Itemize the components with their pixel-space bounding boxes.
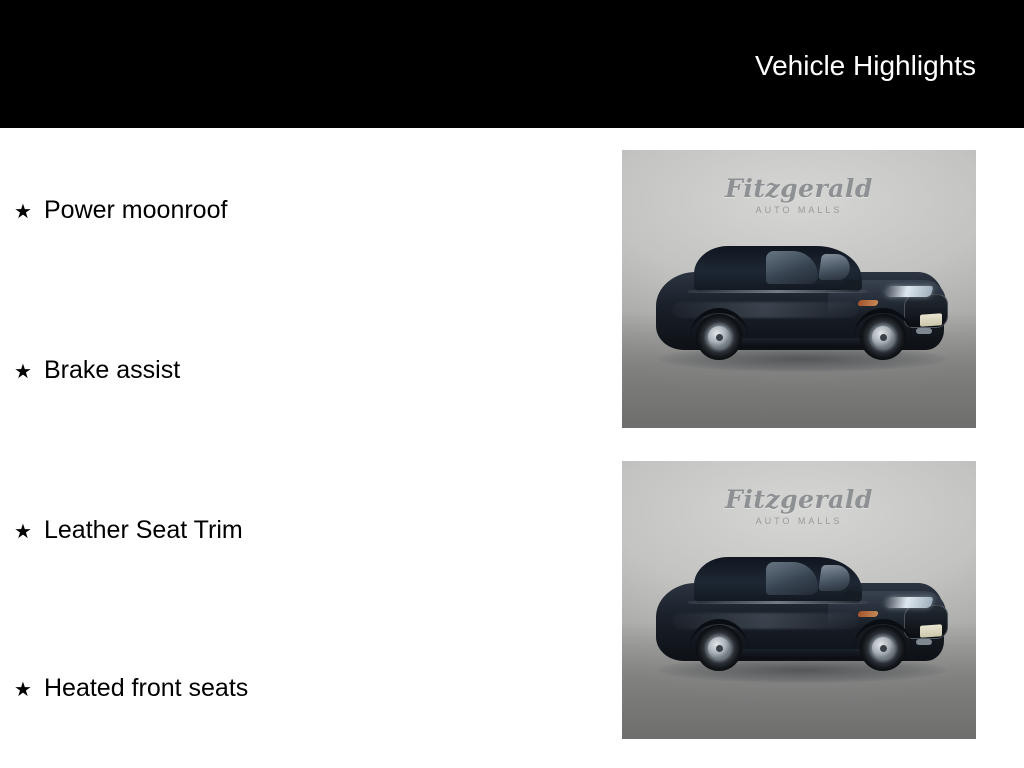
wheel-hub [708, 637, 730, 659]
star-bullet-icon: ★ [14, 521, 32, 543]
list-item-label: Power moonroof [44, 196, 228, 224]
vehicle-front-wheel [860, 314, 906, 360]
page-title: Vehicle Highlights [754, 50, 976, 81]
vehicle-rocker-panel [734, 649, 864, 659]
vehicle-side-mirror [844, 591, 862, 600]
vehicle-rear-wheel [696, 625, 742, 671]
vehicle-headlight [885, 286, 934, 297]
wheel-hub [872, 326, 894, 348]
star-bullet-icon: ★ [14, 361, 32, 383]
vehicle-photo [622, 461, 976, 739]
vehicle-illustration [648, 228, 952, 378]
vehicle-beltline [688, 601, 868, 604]
list-item-label: Heated front seats [44, 674, 249, 702]
list-item [14, 356, 180, 384]
vehicle-headlight [885, 597, 934, 608]
list-item [14, 674, 248, 702]
vehicle-rear-window [708, 252, 762, 284]
wheel-hub [708, 326, 730, 348]
vehicle-front-wheel [860, 625, 906, 671]
vehicle-license-plate [920, 624, 942, 638]
vehicle-side-marker-light [857, 611, 879, 617]
star-bullet-icon: ★ [14, 679, 32, 701]
vehicle-fog-light [916, 639, 932, 645]
star-bullet-icon: ★ [14, 201, 32, 223]
vehicle-fog-light [916, 328, 932, 334]
vehicle-license-plate [920, 313, 942, 327]
vehicle-highlights-list [0, 128, 600, 768]
vehicle-side-mirror [844, 280, 862, 289]
vehicle-photo [622, 150, 976, 428]
vehicle-rear-wheel [696, 314, 742, 360]
dealer-watermark-name: Fitzgerald [725, 485, 873, 514]
vehicle-illustration [648, 539, 952, 689]
wheel-hub [872, 637, 894, 659]
vehicle-rocker-panel [734, 338, 864, 348]
dealer-watermark-tagline: AUTO MALLS [755, 516, 843, 526]
vehicle-side-marker-light [857, 300, 879, 306]
list-item-label: Brake assist [44, 356, 181, 384]
dealer-watermark-tagline: AUTO MALLS [755, 205, 843, 215]
vehicle-beltline [688, 290, 868, 293]
dealer-watermark-name: Fitzgerald [725, 174, 873, 203]
header-bar [0, 0, 1024, 128]
list-item [14, 196, 227, 224]
vehicle-rear-window [708, 563, 762, 595]
list-item [14, 516, 243, 544]
list-item-label: Leather Seat Trim [44, 516, 243, 544]
